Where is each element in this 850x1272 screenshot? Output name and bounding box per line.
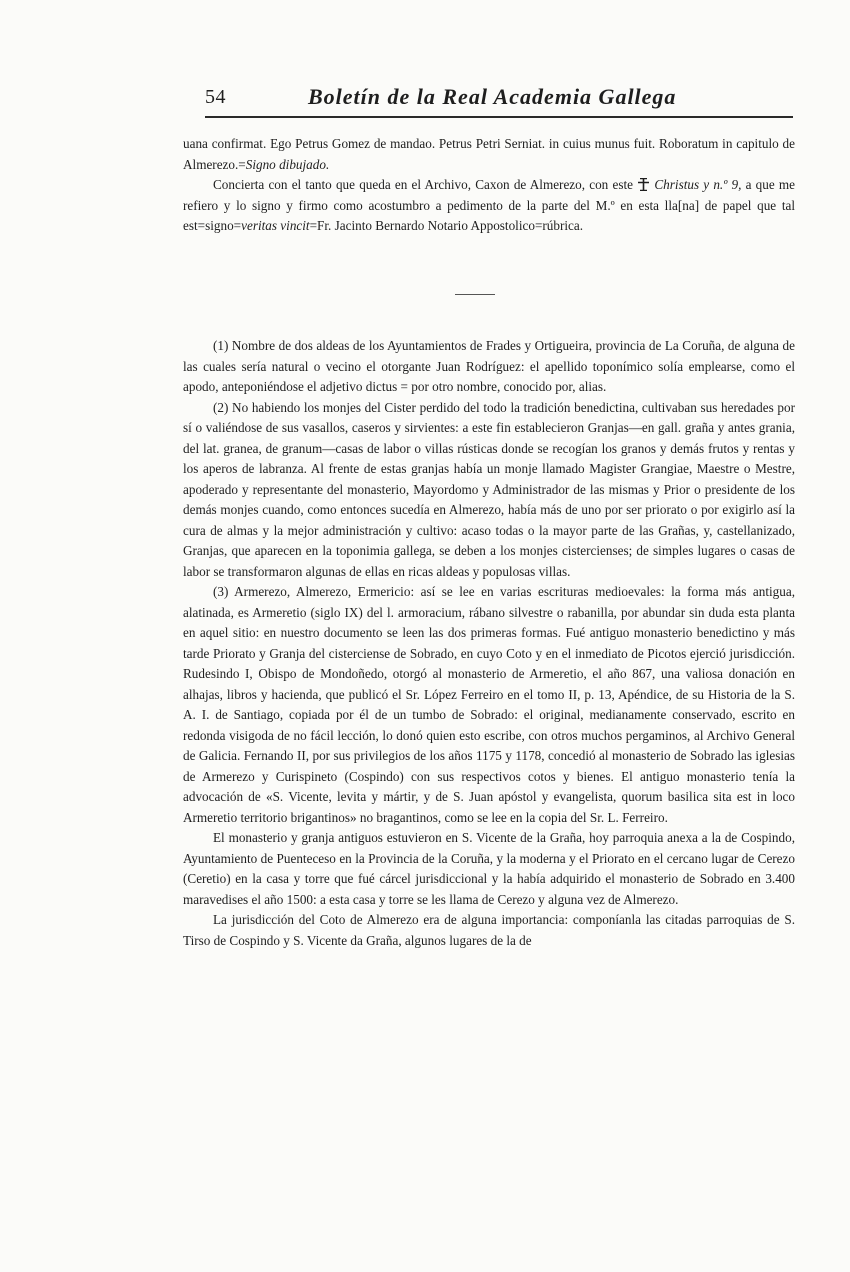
footnote-2: (2) No habiendo los monjes del Cister perdido del todo la tradición benedictina, cultivaban sus heredades por sí o valiéndose de sus vasallos, caseros y sirvientes: a este fin establecieron Granjas—en gall. graña y antes grania, del lat. granea, de granum—casas de labor o villas rústicas donde se recogían los granos y demás frutos y rentas y los aperos de labranza. Al frente de estas granjas había un monje llamado Magister Grangiae, Maestre o Mestre, apoderado y representante del monasterio, Mayordomo y Administrador de las mismas y Prior o presidente de los demás monjes cuando, como entonces sucedía en Almerezo, había más de uno por ser priorato o por exigirlo así la cura de almas y la mejor administración y cultivo: acaso todas o la mayor parte de las Grañas, y, castellanizado, Granjas, que aparecen en la toponimia gallega, se deben a los monjes cistercienses; de simples lugares o casas de labor se transformaron algunas de ellas en ricas aldeas y populosas villas.	[183, 399, 795, 579]
transcription-paragraph	[183, 134, 795, 175]
journal-title: Boletín de la Real Academia Gallega	[308, 84, 677, 109]
running-header	[205, 84, 795, 116]
footnotes	[183, 336, 795, 951]
christus-note: Christus y n.º 9,	[654, 177, 742, 192]
signature-note: Signo dibujado.	[245, 156, 330, 172]
attestation-text-b: a que me refiero y lo signo y firmo como acostumbro a pedimento de la parte del M.º en esta lla[na] de papel que tal est=signo=	[183, 177, 796, 233]
cross-icon	[637, 178, 650, 191]
section-divider	[455, 294, 495, 295]
document-transcription	[183, 134, 795, 237]
attestation-text-c: =Fr. Jacinto Bernardo Notario Appostolico=rúbrica.	[309, 218, 584, 233]
transcription-text: uana confirmat. Ego Petrus Gomez de mandao. Petrus Petri Serniat. in cuius munus fuit. Roboratum in capitulo de Almerezo.=	[183, 136, 795, 172]
footnote-3-final: La jurisdicción del Coto de Almerezo era de alguna importancia: componíanla las citadas parroquias de S. Tirso de Cospindo y S. Vicente da Graña, algunos lugares de la de	[183, 912, 795, 948]
footnote-1: (1) Nombre de dos aldeas de los Ayuntamientos de Frades y Ortigueira, provincia de La Coruña, de alguna de las cuales sería natural o vecino el otorgante Juan Rodríguez: el apellido toponímico solía emplearse, como el apodo, anteponiéndose el adjetivo dictus = por otro nombre, conocido por, alias.	[183, 338, 795, 394]
footnote-3-continuation: El monasterio y granja antiguos estuvieron en S. Vicente de la Graña, hoy parroquia anexa a la de Cospindo, Ayuntamiento de Puenteceso en la Provincia de la Coruña, y la moderna y el Priorato en el cercano lugar de Cerezo (Ceretio) en la casa y torre que fué cárcel jurisdiccional y la había adquirido el monasterio de Sobrado en 3.400 maravedises el año 1500: a esta casa y torre se les llama de Cerezo y alguna vez de Almerezo.	[183, 830, 795, 907]
header-rule	[205, 116, 793, 118]
footnote-3: (3) Armerezo, Almerezo, Ermericio: así se lee en varias escrituras medioevales: la forma más antigua, alatinada, es Armeretio (siglo IX) del l. armoracium, rábano silvestre o rabanilla, por abundar sin duda esta planta en aquel sitio: en nuestro documento se leen las dos primeras formas. Fué antiguo monasterio benedictino y más tarde Priorato y Granja del cisterciense de Sobrado, en cuyo Coto y en el inmediato de Picotos ejerció jurisdicción. Rudesindo I, Obispo de Mondoñedo, otorgó al monasterio de Armeretio, el año 867, una valiosa donación en alhajas, libros y hacienda, que publicó el Sr. López Ferreiro en el tomo II, p. 13, Apéndice, de su Historia de la S. A. I. de Santiago, copiada por él de un tumbo de Sobrado: el original, medianamente conservado, escrito en redonda visigoda de no fácil lección, lo donó quien esto escribe, con otros muchos pergaminos, al Archivo General de Galicia. Fernando II, por sus privilegios de los años 1175 y 1178, concedió al monasterio de Sobrado las iglesias de Armerezo y Curispineto (Cospindo) con sus respectivos cotos y bienes. El antiguo monasterio tenía la advocación de «S. Vicente, levita y mártir, y de S. Juan apóstol y evangelista, quorum basilica sita est in loco Armeretio territorio brigantinos» no bragantinos, como se lee en la copia del Sr. L. Ferreiro.	[183, 584, 795, 825]
veritas-note: veritas vincit	[241, 218, 310, 233]
attestation-text-a: Concierta con el tanto que queda en el Archivo, Caxon de Almerezo, con este	[213, 177, 633, 192]
attestation-paragraph	[183, 175, 795, 237]
page-number: 54	[205, 86, 226, 108]
